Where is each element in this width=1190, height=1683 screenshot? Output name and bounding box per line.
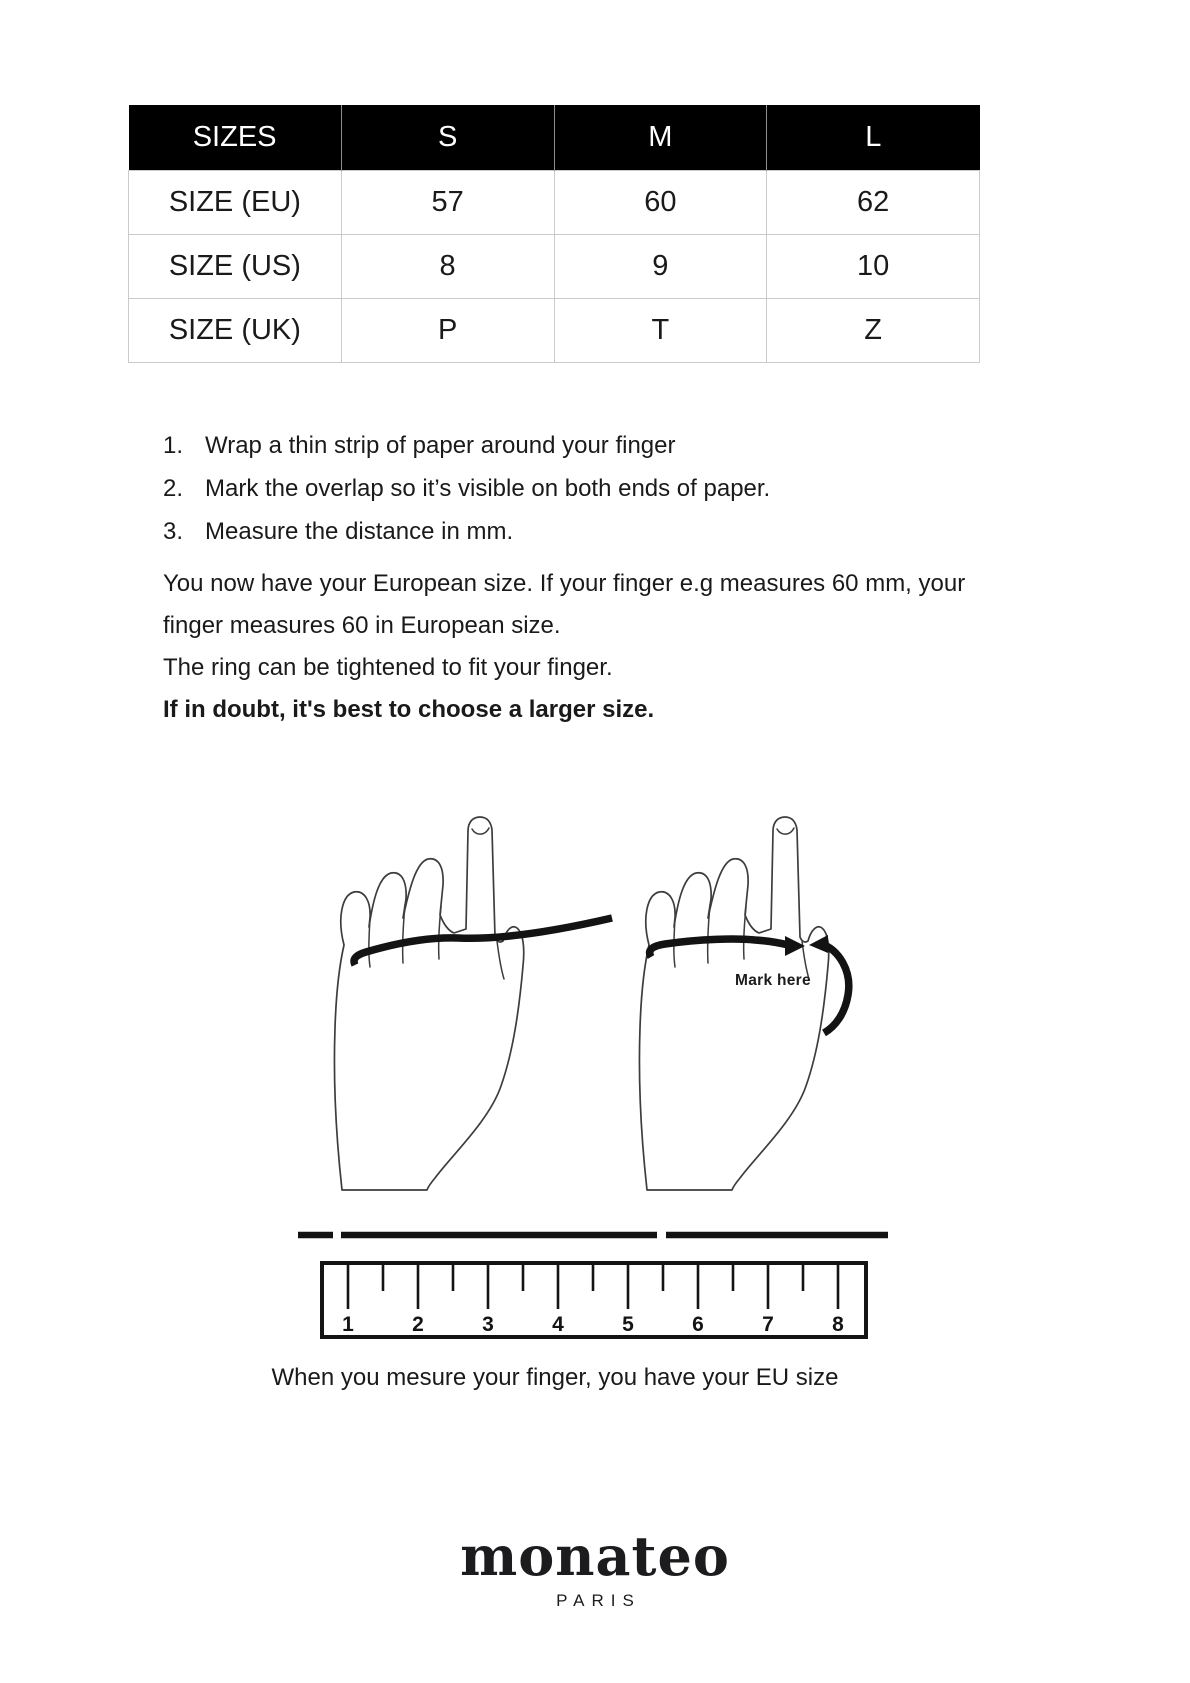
table-row-us [129,235,980,299]
mark-here-label: Mark here [735,972,811,989]
ruler-number-6: 6 [692,1313,704,1336]
cell-uk-l: Z [767,299,980,363]
body-text [163,563,987,731]
step-number: 3. [163,518,184,545]
ruler [322,1263,866,1337]
list-item-1 [163,424,770,467]
list-item-2 [163,467,770,510]
left-hand-drawing [334,817,523,1190]
cell-us-m: 9 [554,235,767,299]
row-label-us: SIZE (US) [129,235,342,299]
cell-eu-s: 57 [341,171,554,235]
right-hand-drawing [639,817,828,1190]
cell-us-s: 8 [341,235,554,299]
ruler-number-2: 2 [412,1313,424,1336]
step-number: 1. [163,432,184,459]
size-table [128,105,980,363]
table-header-s: S [341,105,554,171]
brand-name: monateo [460,1524,730,1588]
step-text: Mark the overlap so it’s visible on both ends of paper. [205,475,771,502]
row-label-eu: SIZE (EU) [129,171,342,235]
row-label-uk: SIZE (UK) [129,299,342,363]
table-header-l: L [767,105,980,171]
cell-us-l: 10 [767,235,980,299]
step-number: 2. [163,475,184,502]
ruler-number-4: 4 [552,1313,564,1336]
ruler-number-8: 8 [832,1313,844,1336]
brand-city: PARIS [556,1591,641,1610]
instruction-list [163,424,770,553]
cell-uk-s: P [341,299,554,363]
cell-uk-m: T [554,299,767,363]
ruler-caption: When you mesure your finger, you have your EU size [271,1364,839,1391]
table-header-row [129,105,980,171]
ruler-number-5: 5 [622,1313,634,1336]
paragraph-tighten: The ring can be tightened to fit your finger. [163,654,613,681]
brand-logo [0,1524,1190,1611]
step-text: Wrap a thin strip of paper around your finger [205,432,676,459]
cell-eu-m: 60 [554,171,767,235]
paragraph-eu-size: You now have your European size. If your finger e.g measures 60 mm, your finger measures 60 in European size. [163,570,966,639]
table-row-eu [129,171,980,235]
measurement-illustration [280,780,900,1345]
cell-eu-l: 62 [767,171,980,235]
table-row-uk [129,299,980,363]
ruler-number-1: 1 [342,1313,354,1336]
step-text: Measure the distance in mm. [205,518,514,545]
ruler-number-3: 3 [482,1313,494,1336]
ruler-number-7: 7 [762,1313,774,1336]
paragraph-doubt-bold: If in doubt, it's best to choose a larger size. [163,696,655,723]
list-item-3 [163,510,770,553]
table-header-m: M [554,105,767,171]
table-header-sizes: SIZES [129,105,342,171]
